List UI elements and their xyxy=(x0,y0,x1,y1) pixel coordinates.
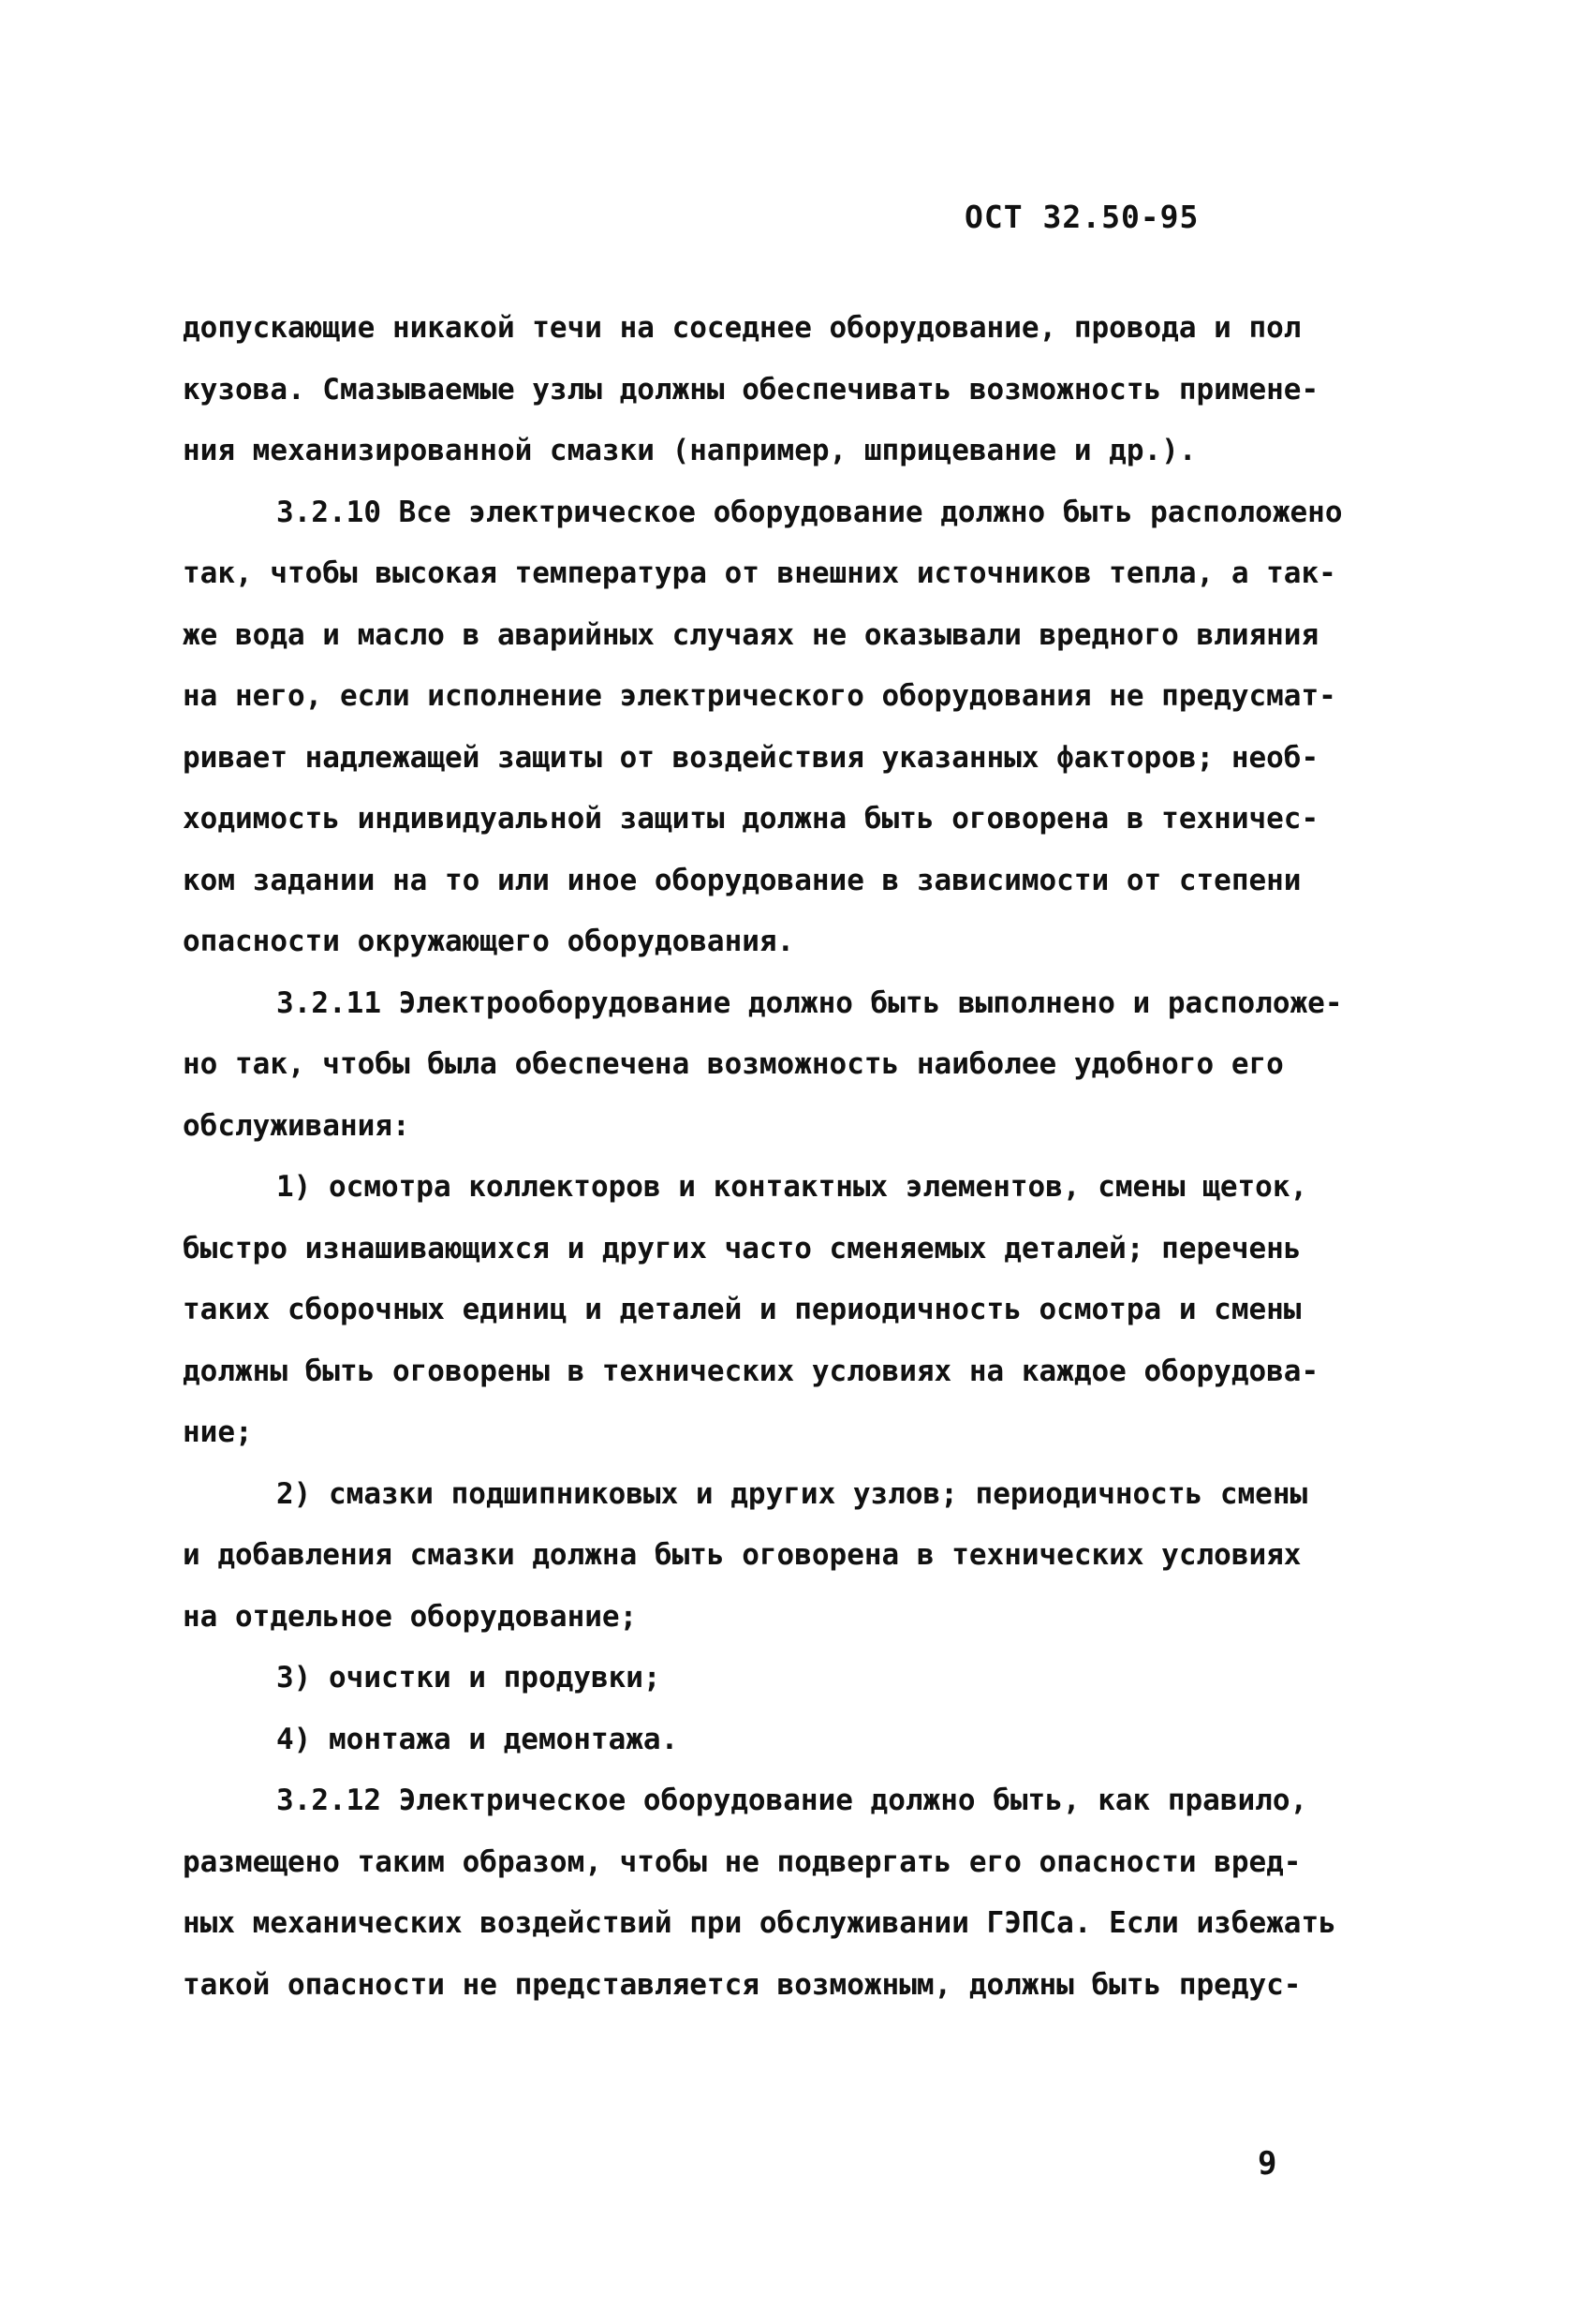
document-body xyxy=(183,298,1400,2016)
text-line: такой опасности не представляется возможным, должны быть предус- xyxy=(183,1967,1302,2002)
text-line: кузова. Смазываемые узлы должны обеспечивать возможность примене- xyxy=(183,372,1319,407)
text-line: на отдельное оборудование; xyxy=(183,1599,638,1634)
text-line: ходимость индивидуальной защиты должна быть оговорена в техничес- xyxy=(183,802,1319,836)
text-line: и добавления смазки должна быть оговорена в технических условиях xyxy=(183,1538,1302,1572)
clause-3-2-12-start: 3.2.12 Электрическое оборудование должно быть, как правило, xyxy=(276,1784,1308,1817)
document-code: ОСТ 32.50-95 xyxy=(965,199,1200,235)
text-line: размещено таким образом, чтобы не подвергать его опасности вред- xyxy=(183,1844,1302,1879)
text-line: же вода и масло в аварийных случаях не оказывали вредного влияния xyxy=(183,617,1319,652)
text-line: так, чтобы высокая температура от внешних источников тепла, а так- xyxy=(183,556,1336,590)
clause-3-2-11-start: 3.2.11 Электрооборудование должно быть выполнено и расположе- xyxy=(276,985,1343,1020)
text-line: допускающие никакой течи на соседнее оборудование, провода и пол xyxy=(183,311,1302,345)
text-line: опасности окружающего оборудования. xyxy=(183,925,795,958)
text-line: таких сборочных единиц и деталей и периодичность осмотра и смены xyxy=(183,1293,1302,1326)
list-item-1: 1) осмотра коллекторов и контактных элементов, смены щеток, xyxy=(276,1170,1308,1204)
text-line: ривает надлежащей защиты от воздействия указанных факторов; необ- xyxy=(183,740,1319,775)
list-item-3: 3) очистки и продувки; xyxy=(276,1661,661,1695)
clause-3-2-10-start: 3.2.10 Все электрическое оборудование должно быть расположено xyxy=(276,495,1343,529)
text-line: на него, если исполнение электрического оборудования не предусмат- xyxy=(183,679,1336,713)
list-item-4: 4) монтажа и демонтажа. xyxy=(276,1722,679,1756)
text-line: быстро изнашивающихся и других часто сменяемых деталей; перечень xyxy=(183,1231,1302,1266)
text-line: ние; xyxy=(183,1415,253,1449)
text-line: ния механизированной смазки (например, шприцевание и др.). xyxy=(183,434,1197,467)
page-number: 9 xyxy=(1258,2145,1277,2183)
text-line: должны быть оговорены в технических условиях на каждое оборудова- xyxy=(183,1354,1319,1388)
text-line: ных механических воздействий при обслуживании ГЭПСа. Если избежать xyxy=(183,1906,1336,1940)
text-line: ком задании на то или иное оборудование в зависимости от степени xyxy=(183,863,1302,897)
text-line: обслуживания: xyxy=(183,1108,410,1143)
list-item-2: 2) смазки подшипниковых и других узлов; периодичность смены xyxy=(276,1476,1308,1511)
text-line: но так, чтобы была обеспечена возможность наиболее удобного его xyxy=(183,1047,1284,1081)
